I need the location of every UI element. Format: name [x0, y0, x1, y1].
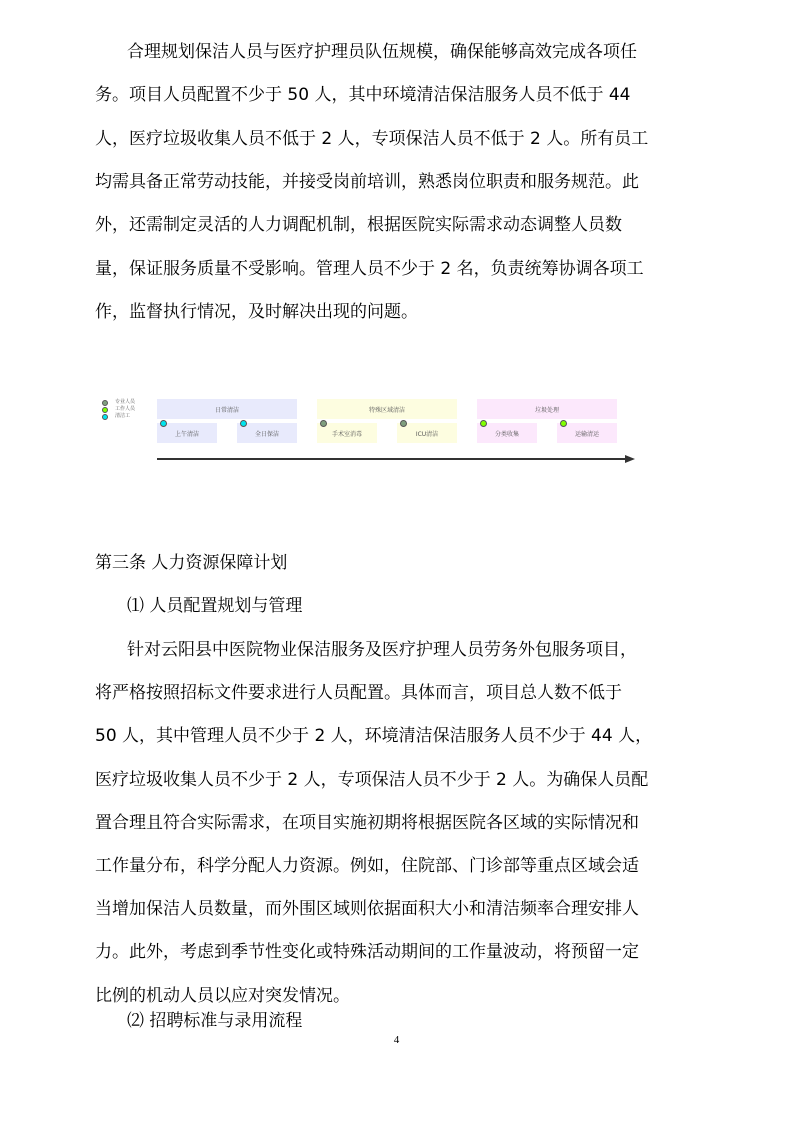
text-line: 均需具备正常劳动技能，并接受岗前培训，熟悉岗位职责和服务规范。此 [95, 171, 639, 192]
text-line: 针对云阳县中医院物业保洁服务及医疗护理人员劳务外包服务项目， [127, 640, 637, 660]
timeline-axis [157, 458, 627, 460]
group-item: 分类收集 [477, 423, 537, 443]
status-dot-icon [480, 420, 487, 427]
status-dot-icon [320, 420, 327, 427]
text-line: 务。项目人员配置不少于 50 人，其中环境清洁保洁服务人员不低于 44 [95, 85, 631, 106]
text-line: 比例的机动人员以应对突发情况。 [95, 985, 350, 1006]
section-heading: 第三条 人力资源保障计划 [95, 553, 288, 573]
group-item: 全日保洁 [237, 423, 297, 443]
group-item: 运输清运 [557, 423, 617, 443]
text-line: 将严格按照招标文件要求进行人员配置。具体而言，项目总人数不低于 [95, 683, 622, 704]
text-line: 工作量分布，科学分配人力资源。例如，住院部、门诊部等重点区域会适 [95, 856, 639, 876]
text-line: 当增加保洁人员数量，而外围区域则依据面积大小和清洁频率合理安排人 [95, 899, 639, 920]
text-line: 合理规划保洁人员与医疗护理员队伍规模，确保能够高效完成各项任 [127, 42, 637, 62]
status-dot-icon [160, 420, 167, 427]
legend-dot-icon [102, 414, 108, 420]
status-dot-icon [400, 420, 407, 427]
legend-dot-icon [102, 400, 108, 406]
text-line: 置合理且符合实际需求，在项目实施初期将根据医院各区域的实际情况和 [95, 812, 639, 833]
status-dot-icon [240, 420, 247, 427]
text-line: 人，医疗垃圾收集人员不低于 2 人，专项保洁人员不低于 2 人。所有员工 [95, 128, 649, 149]
text-line: 量，保证服务质量不受影响。管理人员不少于 2 名，负责统筹协调各项工 [95, 258, 644, 279]
legend-label: 专业人员 [115, 399, 136, 405]
group-item: ICU清洁 [397, 423, 457, 443]
text-line: 作，监督执行情况，及时解决出现的问题。 [95, 301, 418, 322]
group-title: 垃圾处理 [477, 399, 617, 419]
group-item: 上午清洁 [157, 423, 217, 443]
legend-label: 工作人员 [115, 406, 136, 412]
subheading-1: ⑴ 人员配置规划与管理 [127, 596, 303, 616]
text-line: 力。此外，考虑到季节性变化或特殊活动期间的工作量波动，将预留一定 [95, 942, 639, 963]
legend-label: 清洁工 [115, 413, 131, 419]
arrow-head-icon [625, 455, 635, 463]
group-title: 特殊区域清洁 [317, 399, 457, 419]
text-line: 50 人，其中管理人员不少于 2 人，环境清洁保洁服务人员不少于 44 人， [95, 726, 653, 747]
status-dot-icon [560, 420, 567, 427]
group-item: 手术室消毒 [317, 423, 377, 443]
text-line: 外，还需制定灵活的人力调配机制，根据医院实际需求动态调整人员数 [95, 215, 622, 236]
workflow-diagram [95, 390, 645, 470]
subheading-2: ⑵ 招聘标准与录用流程 [127, 1011, 303, 1031]
legend-dot-icon [102, 407, 108, 413]
page-number: 4 [393, 1034, 400, 1046]
group-title: 日常清洁 [157, 399, 297, 419]
text-line: 医疗垃圾收集人员不少于 2 人，专项保洁人员不少于 2 人。为确保人员配 [95, 769, 649, 790]
